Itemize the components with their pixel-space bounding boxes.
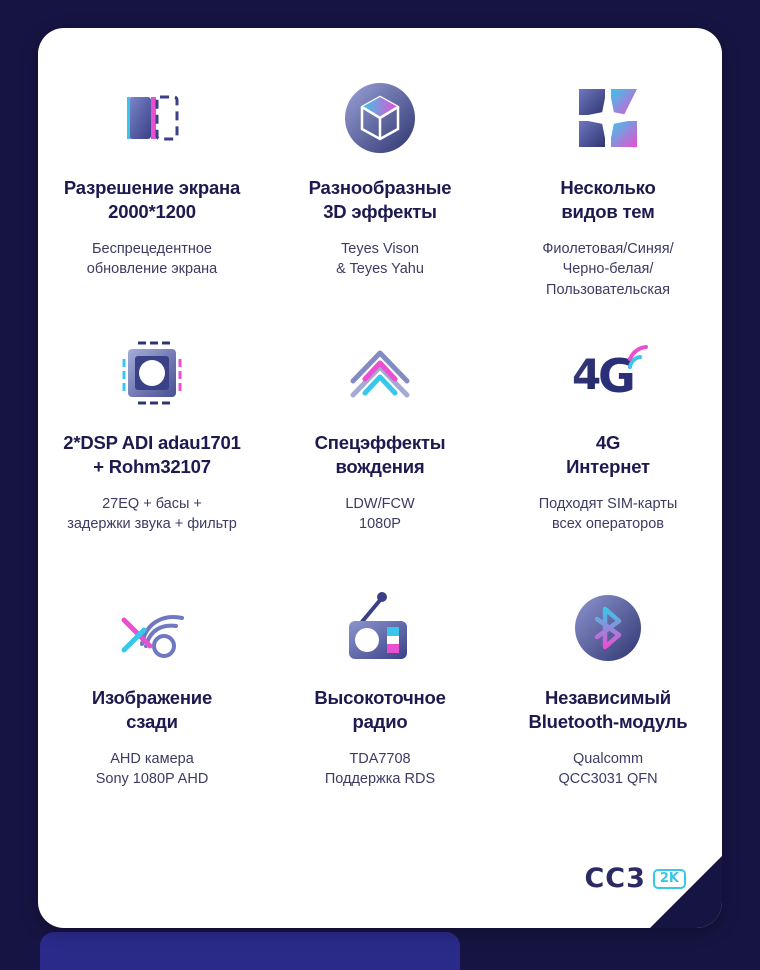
feature-item <box>38 62 266 317</box>
svg-text:4: 4 <box>572 350 602 399</box>
radio-icon <box>276 578 484 678</box>
svg-text:G: G <box>598 349 636 403</box>
feature-grid <box>38 62 722 827</box>
feature-title: Разнообразные 3D эффекты <box>308 177 452 223</box>
feature-subtitle: TDA7708 Поддержка RDS <box>324 750 436 788</box>
feature-title: Высокоточное радио <box>314 687 446 733</box>
dsp-chip-icon <box>48 323 256 423</box>
feature-subtitle: Qualcomm QCC3031 QFN <box>558 750 658 788</box>
feature-title: Разрешение экрана 2000*1200 <box>63 177 241 223</box>
feature-title: 2*DSP ADI adau1701 + Rohm32107 <box>63 432 241 478</box>
feature-subtitle: Фиолетовая/Синяя/ Черно-белая/ Пользовательская <box>542 240 674 298</box>
cube-3d-effects-icon <box>276 68 484 168</box>
feature-title: Несколько видов тем <box>560 177 656 223</box>
logo-badge-2k: 2K <box>653 869 686 889</box>
logo-text: CC3 <box>584 863 646 894</box>
feature-title: Независимый Bluetooth-модуль <box>528 687 688 733</box>
feature-title: 4G Интернет <box>566 432 650 478</box>
feature-subtitle: Подходят SIM-карты всех операторов <box>538 495 678 533</box>
4g-internet-icon <box>504 323 712 423</box>
feature-title: Изображение сзади <box>91 687 213 733</box>
feature-item <box>38 317 266 572</box>
feature-subtitle: Беспрецедентное обновление экрана <box>86 240 218 278</box>
feature-card <box>38 28 722 928</box>
bottom-decorative-strip <box>40 932 460 970</box>
feature-item <box>494 62 722 317</box>
feature-item <box>494 572 722 827</box>
product-logo <box>584 863 686 894</box>
feature-subtitle: LDW/FCW 1080P <box>345 495 415 533</box>
feature-item <box>266 62 494 317</box>
bluetooth-icon <box>504 578 712 678</box>
feature-subtitle: AHD камера Sony 1080P AHD <box>95 750 209 788</box>
feature-item <box>266 317 494 572</box>
feature-item <box>266 572 494 827</box>
feature-item <box>38 572 266 827</box>
feature-item <box>494 317 722 572</box>
feature-subtitle: 27EQ + басы + задержки звука + фильтр <box>67 495 237 533</box>
screen-resolution-icon <box>48 68 256 168</box>
rear-camera-icon <box>48 578 256 678</box>
driving-effects-icon <box>276 323 484 423</box>
feature-title: Спецэффекты вождения <box>314 432 446 478</box>
themes-icon <box>504 68 712 168</box>
feature-subtitle: Teyes Vison & Teyes Yahu <box>336 240 424 278</box>
